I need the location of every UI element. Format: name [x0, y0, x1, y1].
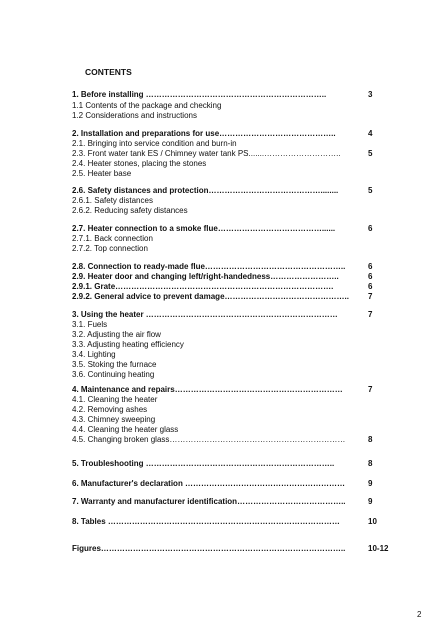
toc-entry: 3.3. Adjusting heating efficiency: [72, 340, 184, 349]
toc-entry: 4.2. Removing ashes: [72, 405, 148, 414]
toc-entry: 3.4. Lighting: [72, 350, 116, 359]
toc-entry: 1. Before installing …………………………………………………………..: [72, 90, 327, 99]
toc-entry: 5. Troubleshooting ……………………………………………………………..: [72, 459, 335, 468]
toc-entry: 2.6. Safety distances and protection……………………………………........: [72, 186, 339, 195]
toc-entry: 3.5. Stoking the furnace: [72, 360, 157, 369]
toc-page-number: 7: [368, 385, 373, 394]
toc-page-number: 10-12: [368, 544, 389, 553]
toc-entry: 2.1. Bringing into service condition and burn-in: [72, 139, 237, 148]
toc-entry: 4.1. Cleaning the heater: [72, 395, 158, 404]
toc-page-number: 4: [368, 129, 373, 138]
toc-entry: 3. Using the heater ………………………………………………………………: [72, 310, 338, 319]
toc-entry: 8. Tables ……………………………………………………………………………: [72, 517, 340, 526]
toc-entry: 4.5. Changing broken glass…………………………………………………………: [72, 435, 346, 444]
toc-page-number: 3: [368, 90, 373, 99]
toc-entry: 4. Maintenance and repairs………………………………………………………: [72, 385, 343, 394]
toc-page-number: 5: [368, 186, 373, 195]
page-number: 2: [417, 610, 422, 619]
toc-entry: 2.6.2. Reducing safety distances: [72, 206, 188, 215]
toc-entry: 2.9.2. General advice to prevent damage………………………………………..: [72, 292, 349, 301]
toc-entry: 2.3. Front water tank ES / Chimney water tank PS.......………………………..: [72, 149, 341, 158]
toc-entry: 2.5. Heater base: [72, 169, 132, 178]
toc-entry: 6. Manufacturer's declaration ……………………………………………………: [72, 479, 346, 488]
contents-title: CONTENTS: [85, 67, 132, 77]
toc-page-number: 10: [368, 517, 377, 526]
toc-entry: 2.4. Heater stones, placing the stones: [72, 159, 207, 168]
toc-entry: 2.7.1. Back connection: [72, 234, 153, 243]
toc-entry: 2.9.1. Grate……………………………………………………………………….: [72, 282, 334, 291]
toc-entry: 1.1 Contents of the package and checking: [72, 101, 222, 110]
toc-entry: 3.6. Continuing heating: [72, 370, 155, 379]
toc-page-number: 8: [368, 435, 373, 444]
toc-entry: 2.8. Connection to ready-made flue……………………………………………..: [72, 262, 346, 271]
toc-entry: 4.4. Cleaning the heater glass: [72, 425, 179, 434]
toc-page-number: 6: [368, 272, 373, 281]
toc-entry: 2.7.2. Top connection: [72, 244, 148, 253]
toc-entry: 2. Installation and preparations for use……………………………………..: [72, 129, 336, 138]
toc-entry: 2.6.1. Safety distances: [72, 196, 153, 205]
toc-page-number: 9: [368, 479, 373, 488]
toc-page-number: 9: [368, 497, 373, 506]
toc-entry: Figures………………………………………………………………………………..: [72, 544, 346, 553]
toc-page-number: 5: [368, 149, 373, 158]
toc-entry: 2.9. Heater door and changing left/right-handedness……………………..: [72, 272, 339, 281]
toc-entry: 1.2 Considerations and instructions: [72, 111, 197, 120]
toc-entry: 2.7. Heater connection to a smoke flue…………………………………......: [72, 224, 336, 233]
toc-page-number: 6: [368, 224, 373, 233]
toc-entry: 3.2. Adjusting the air flow: [72, 330, 161, 339]
toc-page-number: 6: [368, 282, 373, 291]
toc-page-number: 7: [368, 292, 373, 301]
toc-page-number: 7: [368, 310, 373, 319]
toc-page-number: 6: [368, 262, 373, 271]
toc-entry: 4.3. Chimney sweeping: [72, 415, 156, 424]
toc-page-number: 8: [368, 459, 373, 468]
toc-entry: 7. Warranty and manufacturer identification…………………………………..: [72, 497, 346, 506]
toc-entry: 3.1. Fuels: [72, 320, 108, 329]
